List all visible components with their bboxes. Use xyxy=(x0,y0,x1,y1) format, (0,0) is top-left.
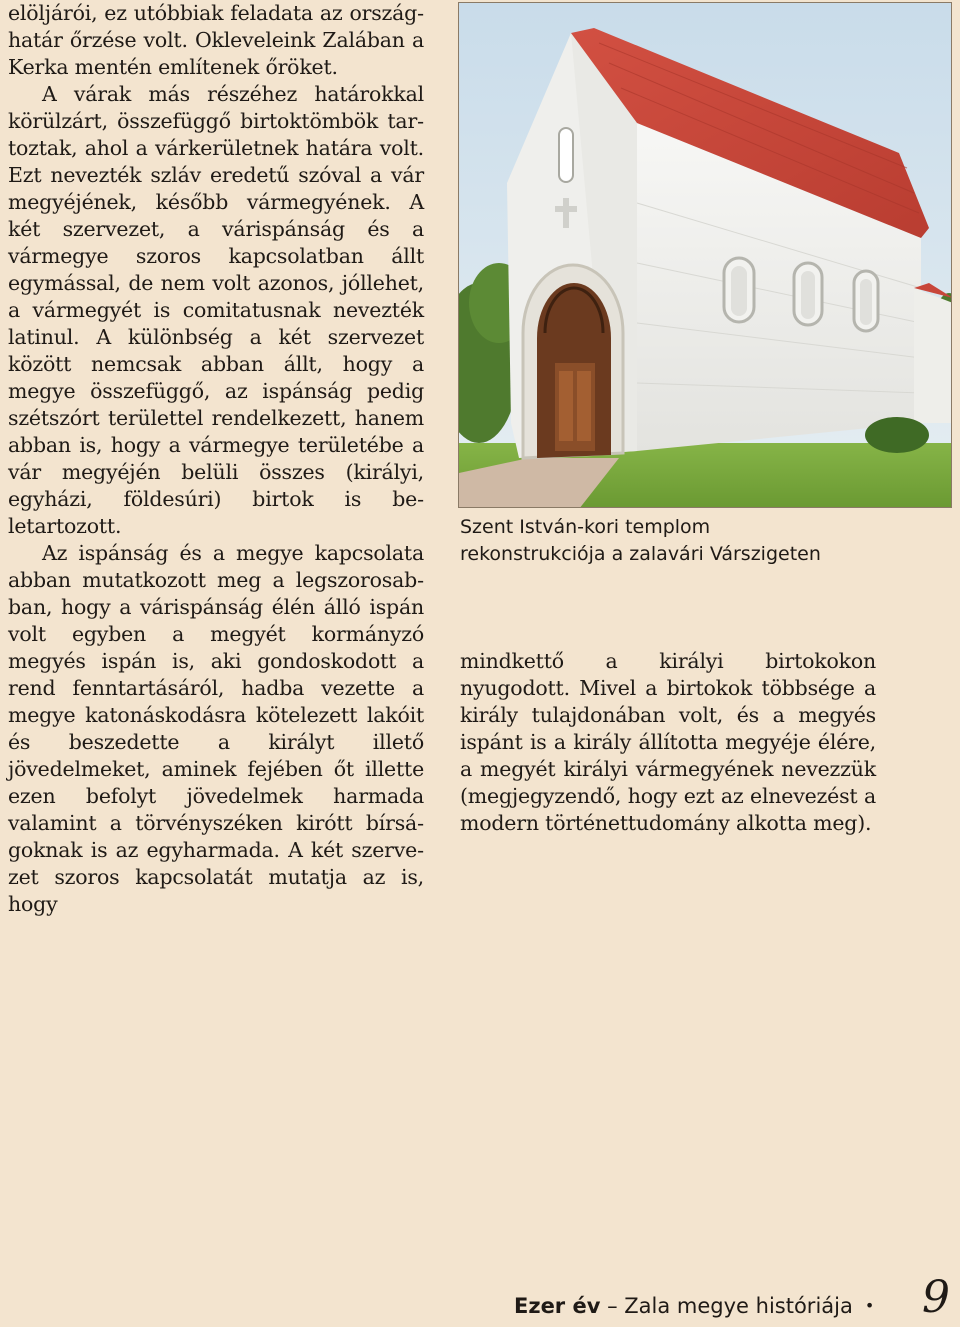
paragraph-1: elöljárói, ez utóbbiak feladata az országhatár őrzése volt. Okleveleink Zalában a Kerka mentén említenek őröket. xyxy=(8,1,424,79)
footer-subtitle: Zala megye históriája xyxy=(624,1294,853,1318)
footer-dash: – xyxy=(600,1294,625,1318)
caption-line-2: rekonstrukciója a zalavári Várszigeten xyxy=(460,543,821,565)
figure-caption xyxy=(460,514,940,568)
page-footer xyxy=(514,1272,954,1326)
caption-line-1: Szent István-kori templom xyxy=(460,516,711,538)
footer-bullet: • xyxy=(864,1296,875,1315)
paragraph-3: Az ispánság és a megye kapcsolata abban mutatkozott meg a legszorosabban, hogy a várispánság élén álló ispán volt egyben a megyét kormányzó megyés ispán is, aki gondoskodott a rend fenntartásáról, hadba vezette a megye katonáskodásra kötelezett lakóit és beszedette a királyt illető jövedelmeket, aminek fejében őt illette ezen befolyt jövedelmek harmada valamint a törvényszéken kirótt bírságoknak is az egyharmada. A két szervezet szoros kapcsolatát mutatja az is, hogy xyxy=(8,541,424,916)
paragraph-2: A várak más részéhez határokkal körülzárt, összefüggő birtoktömbök tartoztak, ahol a várkerületnek határa volt. Ezt nevezték szláv eredetű szóval a vár megyéjének, később vármegyének. A két szervezet, a várispánság és a vármegye szoros kapcsolatban állt egymással, de nem volt azonos, jóllehet, a vármegyét is comitatusnak nevezték latinul. A különbség a két szervezet között nemcsak abban állt, hogy a megye összefüggő, az ispánság pedig szétszórt területtel rendelkezett, hanem abban is, hogy a vármegye területébe a vár megyéjén belüli összes (királyi, egyházi, földesúri) birtok is beletartozott. xyxy=(8,82,424,538)
church-illustration xyxy=(459,3,952,508)
paragraph-4: mindkettő a királyi birtokokon nyugodott. Mivel a birtokok többsége a király tulajdonában volt, és a megyés ispánt is a király állította megyéje élére, a megyét királyi vármegyének nevezzük (megjegyzendő, hogy ezt az elnevezést a modern történettudomány alkotta meg). xyxy=(460,649,876,835)
right-text-column xyxy=(460,648,876,837)
footer-title xyxy=(514,1294,874,1318)
church-photo xyxy=(458,2,952,508)
footer-brand: Ezer év xyxy=(514,1294,601,1318)
page-number: 9 xyxy=(922,1272,950,1323)
left-text-column xyxy=(8,0,424,918)
